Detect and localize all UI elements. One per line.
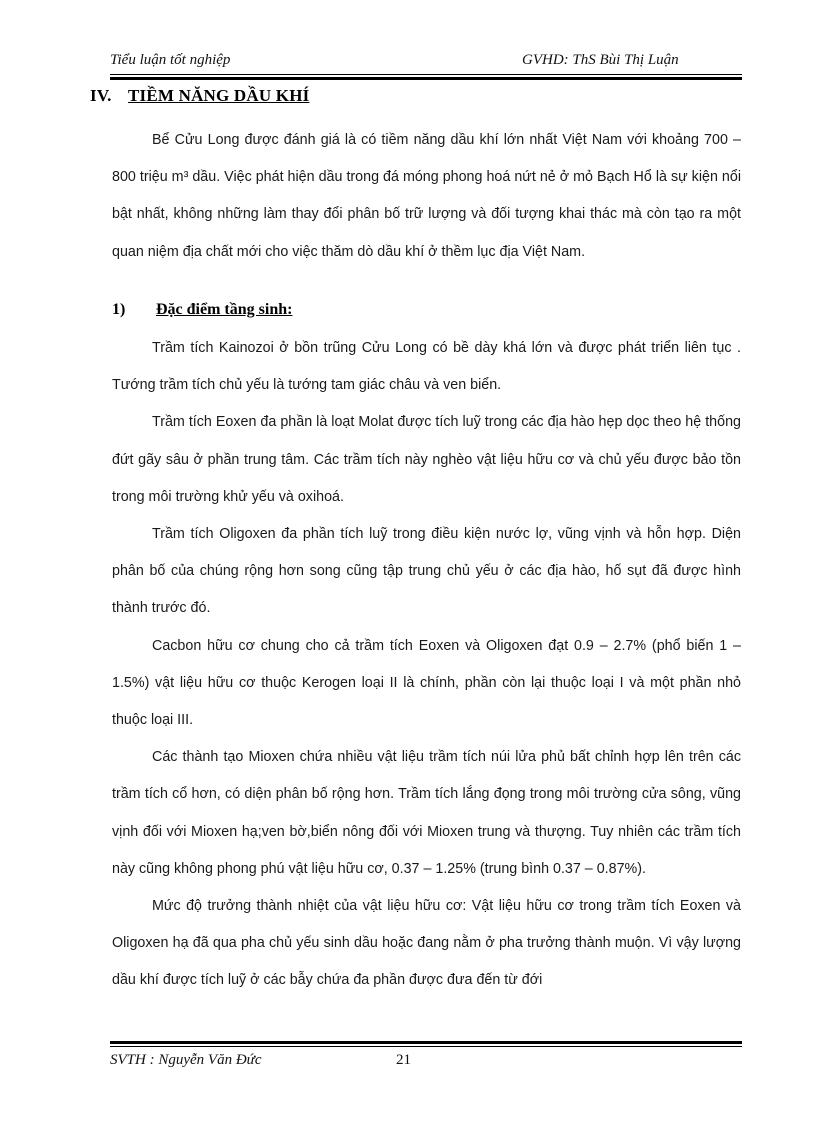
header-document-type: Tiểu luận tốt nghiệp	[110, 52, 231, 68]
paragraph: Các thành tạo Mioxen chứa nhiều vật liệu trầm tích núi lửa phủ bất chỉnh hợp lên trên các trầm tích cổ hơn, có diện phân bố rộng hơn. Trầm tích lắng đọng trong môi trường cửa sông, vũng vịnh đối với Mioxen hạ;ven bờ,biển nông đối với Mioxen trung và thượng. Tuy nhiên các trầm tích này cũng không phong phú vật liệu hữu cơ, 0.37 – 1.25% (trung bình 0.37 – 0.87%).	[112, 749, 741, 877]
paragraph: Cacbon hữu cơ chung cho cả trầm tích Eoxen và Oligoxen đạt 0.9 – 2.7% (phổ biến 1 – 1.5%) vật liệu hữu cơ thuộc Kerogen loại II là chính, phần còn lại thuộc loại I và một phần nhỏ thuộc loại III.	[112, 637, 741, 729]
paragraph: Trầm tích Oligoxen đa phần tích luỹ trong điều kiện nước lợ, vũng vịnh và hỗn hợp. Diện phân bố của chúng rộng hơn song cũng tập trung chủ yếu ở các địa hào, hố sụt đã được hình thành trước đó.	[112, 526, 741, 617]
paragraph: Trầm tích Eoxen đa phần là loạt Molat được tích luỹ trong các địa hào hẹp dọc theo hệ thống đứt gãy sâu ở phần trung tâm. Các trầm tích này nghèo vật liệu hữu cơ và chủ yếu được bảo tồn trong môi trường khử yếu và oxihoá.	[112, 414, 741, 505]
footer-rule-thin	[110, 1046, 742, 1047]
footer-rule-thick	[110, 1041, 742, 1044]
intro-paragraph: Bể Cửu Long được đánh giá là có tiềm năng dầu khí lớn nhất Việt Nam với khoảng 700 – 800 triệu m³ dầu. Việc phát hiện dầu trong đá móng phong hoá nứt nẻ ở mỏ Bạch Hổ là sự kiện nổi bật nhất, không những làm thay đổi phân bố trữ lượng và đối tượng khai thác mà còn tạo ra một quan niệm địa chất mới cho việc thăm dò dầu khí ở thềm lục địa Việt Nam.	[112, 132, 741, 260]
subsection-title: Đặc điểm tầng sinh:	[156, 301, 293, 318]
footer-author: SVTH : Nguyễn Văn Đức	[110, 1052, 262, 1068]
page-header	[110, 52, 742, 72]
section-title: TIỀM NĂNG DẦU KHÍ	[128, 86, 310, 105]
section-number: IV.	[90, 86, 112, 105]
paragraph: Trầm tích Kainozoi ở bồn trũng Cửu Long có bề dày khá lớn và được phát triển liên tục . Tướng trầm tích chủ yếu là tướng tam giác châu và ven biển.	[112, 340, 741, 394]
header-rule-thick	[110, 77, 742, 80]
page-footer	[110, 1052, 742, 1072]
subsection-body	[112, 330, 741, 1000]
subsection-number: 1)	[112, 301, 126, 318]
paragraph: Mức độ trưởng thành nhiệt của vật liệu hữu cơ: Vật liệu hữu cơ trong trầm tích Eoxen và Oligoxen hạ đã qua pha chủ yếu sinh dầu hoặc đang nằm ở pha trưởng thành muộn. Vì vậy lượng dầu khí được tích luỹ ở các bẫy chứa đa phần được đưa đến từ đới	[112, 898, 741, 989]
page-number: 21	[396, 1052, 411, 1068]
section-intro	[112, 122, 741, 271]
header-advisor: GVHD: ThS Bùi Thị Luận	[522, 52, 679, 68]
header-rule-thin	[110, 74, 742, 75]
